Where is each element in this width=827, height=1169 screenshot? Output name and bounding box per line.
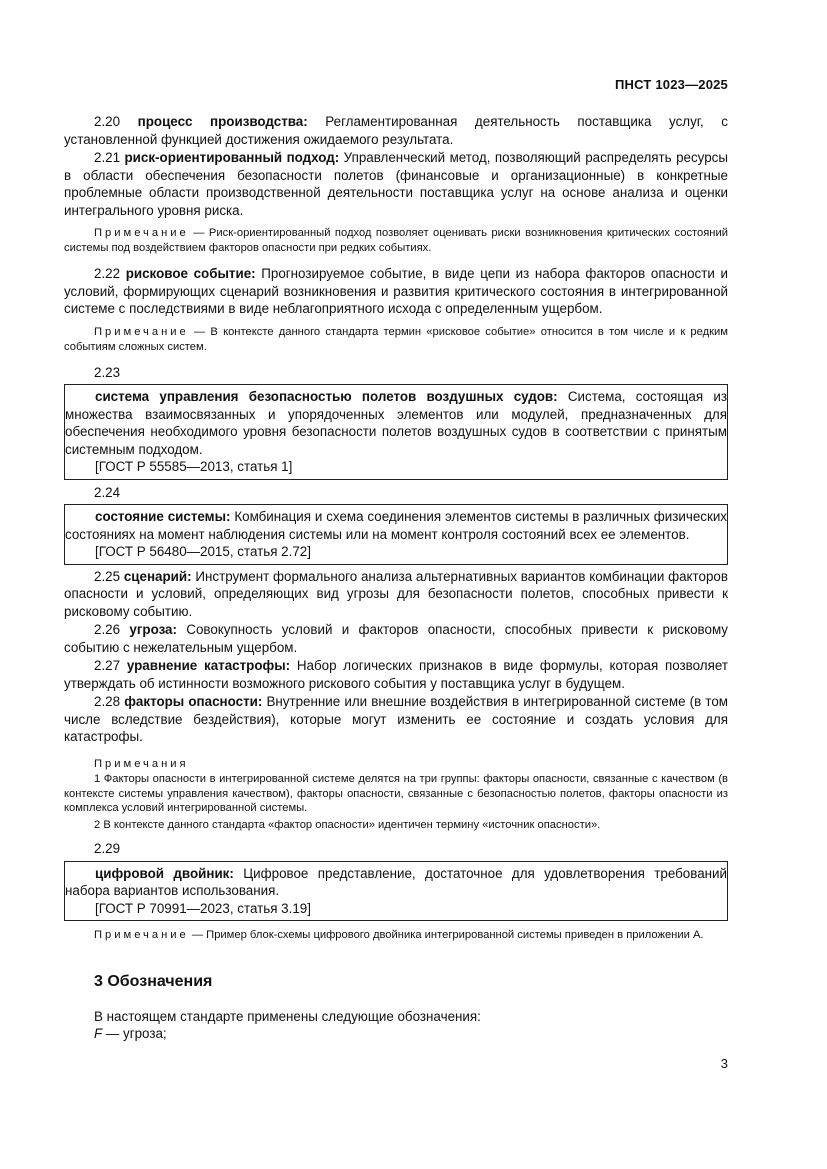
source-reference: [ГОСТ Р 56480—2015, статья 2.72]: [95, 544, 311, 559]
note-item-2: 2 В контексте данного стандарта «фактор опасности» идентичен термину «источник опасности».: [94, 818, 601, 831]
source-reference: [ГОСТ Р 55585—2013, статья 1]: [95, 459, 293, 474]
section-intro: В настоящем стандарте применены следующие обозначения:: [94, 1008, 481, 1024]
symbol-meaning: — угроза;: [102, 1026, 167, 1041]
boxed-definition-2-23: [64, 384, 728, 480]
entry-number: 2.27: [94, 658, 121, 673]
definition: Совокупность условий и факторов опасности, способных привести к рисковому событию с нежелательным ущербом.: [64, 622, 728, 655]
note-text: — Пример блок-схемы цифрового двойника интегрированной системы приведен в приложении А.: [188, 929, 704, 941]
term: цифровой двойник:: [95, 865, 234, 881]
notes-title: Примечания: [94, 757, 189, 770]
definition: Комбинация и схема соединения элементов системы в различных физических состояниях на момент наблюдения системы или на момент контроля состояний всех ее элементов.: [65, 509, 727, 542]
symbol: F: [94, 1026, 103, 1041]
term: угроза:: [129, 622, 177, 637]
definition: Внутренние или внешние воздействия в интегрированной системе (в том числе вследствие бездействия), которые могут изменить ее состояние и создать условия для катастрофы.: [64, 694, 728, 744]
definition: Цифровое представление, достаточное для удовлетворения требований набора вариантов использования.: [65, 865, 727, 898]
note-label: Примечание: [94, 325, 189, 338]
definition-paragraph: [65, 388, 727, 458]
term: состояние системы:: [95, 509, 231, 524]
entry-number: 2.25: [94, 568, 121, 584]
definition: Прогнозируемое событие, в виде цепи из набора факторов опасности и условий, формирующих сценарий возникновения и развития критического состояния в интегрированной системе с последствиями в виде неблагоприятного исхода с определенным ущербом.: [64, 266, 728, 316]
entry-number-2-24: 2.24: [94, 484, 121, 500]
entry-2-21: [64, 149, 728, 219]
entry-number: 2.20: [94, 114, 121, 129]
page-number: 3: [720, 1056, 728, 1071]
entry-number: 2.26: [94, 622, 121, 637]
source-reference: [ГОСТ Р 70991—2023, статья 3.19]: [95, 900, 311, 916]
entry-2-26: [64, 621, 728, 656]
entry-2-20: [64, 113, 728, 148]
entry-2-25: [64, 568, 728, 621]
definition: Набор логических признаков в виде формулы, которая позволяет утверждать об истинности возможного рискового события у поставщика услуг в будущем.: [64, 658, 728, 691]
definition: Инструмент формального анализа альтернативных вариантов комбинации факторов опасности и условий, определяющих вид угрозы для безопасности полетов, способных привести к рисковому событию.: [64, 568, 728, 619]
section-heading: 3 Обозначения: [94, 973, 213, 990]
term: факторы опасности:: [124, 694, 263, 709]
entry-number: 2.21: [94, 150, 121, 165]
term: система управления безопасностью полетов воздушных судов:: [95, 389, 558, 404]
note-text: — Риск-ориентированный подход позволяет оценивать риски возникновения критических состояний системы под воздействием факторов опасности при редких событиях.: [64, 227, 728, 254]
definition: Управленческий метод, позволяющий распределять ресурсы в области обеспечения безопасности полетов (финансовые и организационные) в конкретные проблемные области производственной деятельности поставщика услуг на основе анализа и оценки интегрального уровня риска.: [64, 150, 728, 218]
definition-paragraph: [65, 865, 727, 900]
note-text: — В контексте данного стандарта термин «рисковое событие» относится в том числе и к редким событиям сложных систем.: [64, 325, 728, 353]
entry-number-2-23: 2.23: [94, 364, 121, 380]
definition-paragraph: [65, 508, 727, 543]
note-2-21: [64, 226, 728, 256]
definition: Регламентированная деятельность поставщика услуг, с установленной функцией достижения ожидаемого результата.: [64, 114, 728, 147]
entry-2-27: [64, 657, 728, 692]
entry-number: 2.28: [94, 694, 121, 709]
term: риск-ориентированный подход:: [124, 150, 340, 165]
term: процесс производства:: [137, 114, 308, 129]
entry-2-28: [64, 693, 728, 746]
symbol-entry: [64, 1025, 728, 1043]
note-item-1: 1 Факторы опасности в интегрированной системе делятся на три группы: факторы опасности, связанные с качеством (в контексте системы управления качеством), факторы опасности, связанные с безопасностью полетов, факторы опасности из комплекса условий интегрированной системы.: [64, 773, 728, 814]
note-2-22: [64, 325, 728, 355]
entry-number-2-29: 2.29: [94, 841, 121, 856]
boxed-definition-2-29: [64, 861, 728, 922]
notes-2-28: [64, 757, 728, 833]
note-label: Примечание: [94, 227, 189, 239]
term: сценарий:: [123, 568, 192, 584]
note-label: Примечание: [94, 929, 189, 941]
term: уравнение катастрофы:: [126, 658, 291, 673]
document-body: [64, 113, 728, 1044]
definition: Система, состоящая из множества взаимосвязанных и упорядоченных элементов или модулей, предназначенных для обеспечения необходимого уровня безопасности полетов воздушных судов в соответствии с принятым системным подходом.: [65, 389, 727, 457]
boxed-definition-2-24: [64, 504, 728, 565]
term: рисковое событие:: [125, 266, 256, 281]
document-header: ПНСТ 1023—2025: [615, 77, 728, 92]
entry-2-22: [64, 265, 728, 318]
note-2-29: [64, 928, 728, 943]
entry-number: 2.22: [94, 266, 121, 281]
